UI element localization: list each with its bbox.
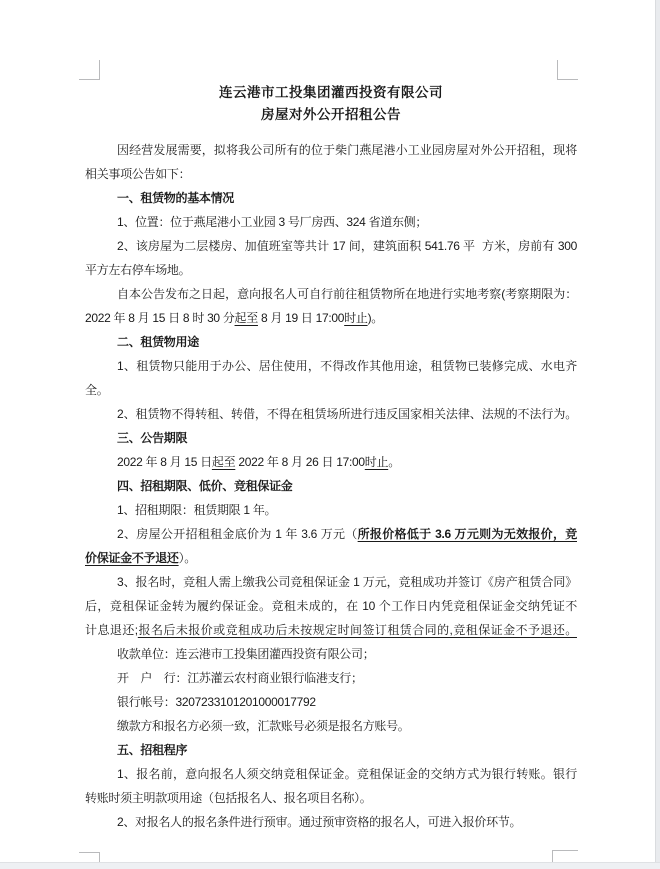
refund-text: 计息退还; <box>85 623 138 637</box>
inspection-close-paren: )。 <box>367 311 383 325</box>
remittance-note-line: 缴款方和报名方必须一致，汇款账号必须是报名方账号。 <box>117 719 410 733</box>
section4-item1-term: 1、招租期限：租赁期限 1 年。 <box>117 503 277 517</box>
notice-underline-1: 起至 <box>211 455 236 469</box>
section5-item2: 2、对报名人的报名条件进行预审。通过预审资格的报名人，可进入报价环节。 <box>117 815 522 829</box>
section2-item1-line1: 1、租赁物只能用于办公、居住使用，不得改作其他用途，租赁物已装修完成、水电齐 <box>117 359 577 373</box>
section2-item2: 2、租赁物不得转租、转借，不得在租赁场所进行违反国家相关法律、法规的不法行为。 <box>117 407 577 421</box>
section4-heading: 四、招租期限、低价、竞租保证金 <box>117 479 293 493</box>
warning-close-paren: ）。 <box>178 551 197 565</box>
intro-line-2: 相关事项公告如下： <box>85 167 191 181</box>
section1-inspection-line1: 自本公告发布之日起，意向报名人可自行前往租赁物所在地进行实地考察(考察期限为： <box>117 287 577 301</box>
payee-line: 收款单位：连云港市工投集团灌西投资有限公司； <box>117 647 375 661</box>
inspection-underline-1: 起至 <box>234 311 258 325</box>
section1-heading: 一、租赁物的基本情况 <box>117 191 235 205</box>
section5-item1-line2: 转账时须主明款项用途（包括报名人、报名项目名称）。 <box>85 791 372 805</box>
section3-heading: 三、公告期限 <box>117 431 188 445</box>
notice-period-end: 。 <box>388 455 400 469</box>
account-number-line: 银行帐号：3207233101201000017792 <box>117 695 316 709</box>
section2-heading: 二、租赁物用途 <box>117 335 199 349</box>
section4-item2-line1 <box>85 522 577 546</box>
section1-item2-line1: 2、该房屋为二层楼房、加值班室等共计 17 间，建筑面积 541.76 平 方米，房前有 300 <box>117 239 577 253</box>
inspection-underline-2: 时止 <box>344 311 368 325</box>
section1-inspection-line2 <box>85 306 577 330</box>
section4-item2-line2 <box>85 546 577 570</box>
margin-crop-mark-top-right <box>557 60 578 80</box>
notice-underline-2: 时止 <box>364 455 389 469</box>
title-line-1: 连云港市工投集团灌西投资有限公司 <box>219 85 443 100</box>
inspection-date-start: 2022 年 8 月 15 日 8 时 30 分 <box>85 311 235 325</box>
section4-item3-line2: 后，竞租保证金转为履约保证金。竞租未成的，在 10 个工作日内凭竞租保证金交纳凭证不 <box>85 599 577 613</box>
notice-date-start: 2022 年 8 月 15 日 <box>117 455 212 469</box>
announcement-title <box>85 82 577 126</box>
page-edge-right <box>655 0 660 869</box>
intro-line-1: 因经营发展需要，拟将我公司所有的位于柴门燕尾港小工业园房屋对外公开招租，现将 <box>117 143 577 157</box>
margin-crop-mark-top-left <box>79 60 100 80</box>
invalid-bid-warning-part1: 所报价格低于 3.6 万元则为无效报价，竞 <box>357 527 577 541</box>
notice-date-end: 2022 年 8 月 26 日 17:00 <box>235 455 365 469</box>
invalid-bid-warning-part2: 价保证金不予退还 <box>85 551 179 565</box>
inspection-date-end: 8 月 19 日 17:00 <box>257 311 345 325</box>
no-refund-underline: 报名后未报价或竞租成功后未按规定时间签订租赁合同的,竞租保证金不予退还。 <box>137 623 577 637</box>
base-price-text: 2、房屋公开招租租金底价为 1 年 3.6 万元（ <box>117 527 358 541</box>
section1-item2-line2: 平方左右停车场地。 <box>85 263 191 277</box>
document-body <box>85 82 577 834</box>
section4-item3-line1: 3、报名时，竞租人需上缴我公司竞租保证金 1 万元，竞租成功并签订《房产租赁合同》 <box>117 575 577 589</box>
section4-item3-line3 <box>85 618 577 642</box>
section5-item1-line1: 1、报名前，意向报名人须交纳竞租保证金。竞租保证金的交纳方式为银行转账。银行 <box>117 767 577 781</box>
section2-item1-line2: 全。 <box>85 383 109 397</box>
page-edge-bottom <box>0 862 660 869</box>
bank-line: 开 户 行：江苏灌云农村商业银行临港支行； <box>117 671 363 685</box>
title-line-2: 房屋对外公开招租公告 <box>261 107 401 122</box>
section5-heading: 五、招租程序 <box>117 743 188 757</box>
announcement-text <box>85 138 577 834</box>
section1-item1-location: 1、位置：位于燕尾港小工业园 3 号厂房西、324 省道东侧； <box>117 215 428 229</box>
section3-period <box>85 450 577 474</box>
